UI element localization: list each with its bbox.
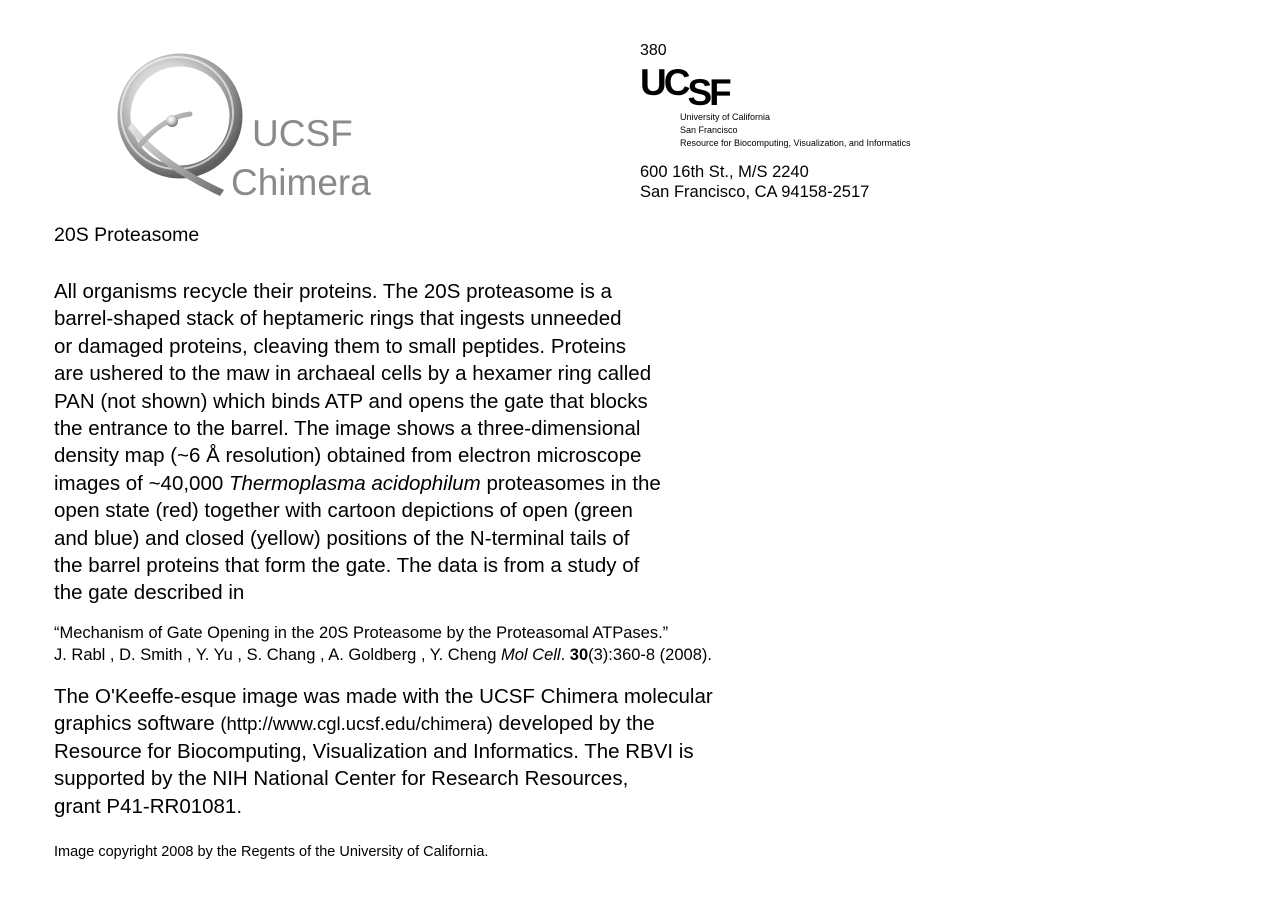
address-line: San Francisco, CA 94158-2517 (640, 183, 870, 201)
document-title: 20S Proteasome (54, 224, 200, 246)
ucsf-wordmark-uc: UC (640, 62, 688, 103)
citation-pages: (3):360-8 (2008). (588, 646, 712, 664)
citation-authors: J. Rabl , D. Smith , Y. Yu , S. Chang , A. Goldberg , Y. Cheng (54, 646, 501, 664)
body-line: barrel-shaped stack of heptameric rings that ingests unneeded (54, 307, 622, 331)
institution-line: Resource for Biocomputing, Visualization, and Informatics (680, 138, 911, 148)
body-text: proteasomes in the (480, 471, 661, 495)
credit-line: The O'Keeffe-esque image was made with the UCSF Chimera molecular (54, 685, 713, 708)
body-line (54, 470, 734, 497)
species-name: Thermoplasma acidophilum (228, 471, 481, 495)
body-line: or damaged proteins, cleaving them to small peptides. Proteins (54, 334, 627, 358)
citation-reference (54, 644, 712, 666)
ucsf-wordmark (640, 62, 729, 113)
body-line: All organisms recycle their proteins. The 20S proteasome is a (54, 280, 612, 303)
chimera-url: (http://www.cgl.ucsf.edu/chimera) (220, 713, 493, 735)
body-paragraph (54, 278, 734, 607)
body-line: the entrance to the barrel. The image shows a three-dimensional (54, 417, 641, 441)
credit-line: grant P41-RR01081. (54, 794, 243, 818)
body-line: PAN (not shown) which binds ATP and opens the gate that blocks (54, 389, 648, 413)
credit-line: Resource for Biocomputing, Visualization and Informatics. The RBVI is (54, 739, 694, 763)
logo-chimera-text: Chimera (231, 162, 371, 203)
citation-volume: 30 (569, 646, 589, 664)
citation (54, 622, 712, 666)
body-line: open state (red) together with cartoon depictions of open (green (54, 499, 633, 523)
page-number: 380 (640, 42, 667, 59)
body-line: density map (~6 Å resolution) obtained from electron microscope (54, 444, 642, 468)
ucsf-wordmark-sf: SF (687, 72, 729, 113)
credit-paragraph (54, 683, 774, 820)
citation-journal: Mol Cell (501, 646, 561, 664)
credit-line (54, 710, 774, 737)
address-block (640, 162, 869, 202)
body-line: are ushered to the maw in archaeal cells by a hexamer ring called (54, 362, 652, 386)
chimera-logo (112, 50, 382, 205)
institution-line: University of California (680, 112, 771, 122)
credit-text: developed by the (492, 712, 655, 736)
body-line: and blue) and closed (yellow) positions of the N-terminal tails of (54, 526, 630, 550)
credit-text: graphics software (54, 712, 221, 736)
credit-line: supported by the NIH National Center for Research Resources, (54, 767, 629, 791)
address-line: 600 16th St., M/S 2240 (640, 163, 809, 181)
body-line: the barrel proteins that form the gate. The data is from a study of (54, 554, 640, 578)
copyright-notice: Image copyright 2008 by the Regents of the University of California. (54, 844, 489, 860)
institution-block (680, 111, 910, 150)
body-line: the gate described in (54, 581, 245, 605)
institution-line: San Francisco (680, 125, 738, 135)
citation-period: . (560, 646, 570, 664)
logo-ucsf-text: UCSF (252, 113, 353, 154)
body-text: images of ~40,000 (54, 471, 229, 495)
citation-title: “Mechanism of Gate Opening in the 20S Proteasome by the Proteasomal ATPases.” (54, 624, 669, 642)
